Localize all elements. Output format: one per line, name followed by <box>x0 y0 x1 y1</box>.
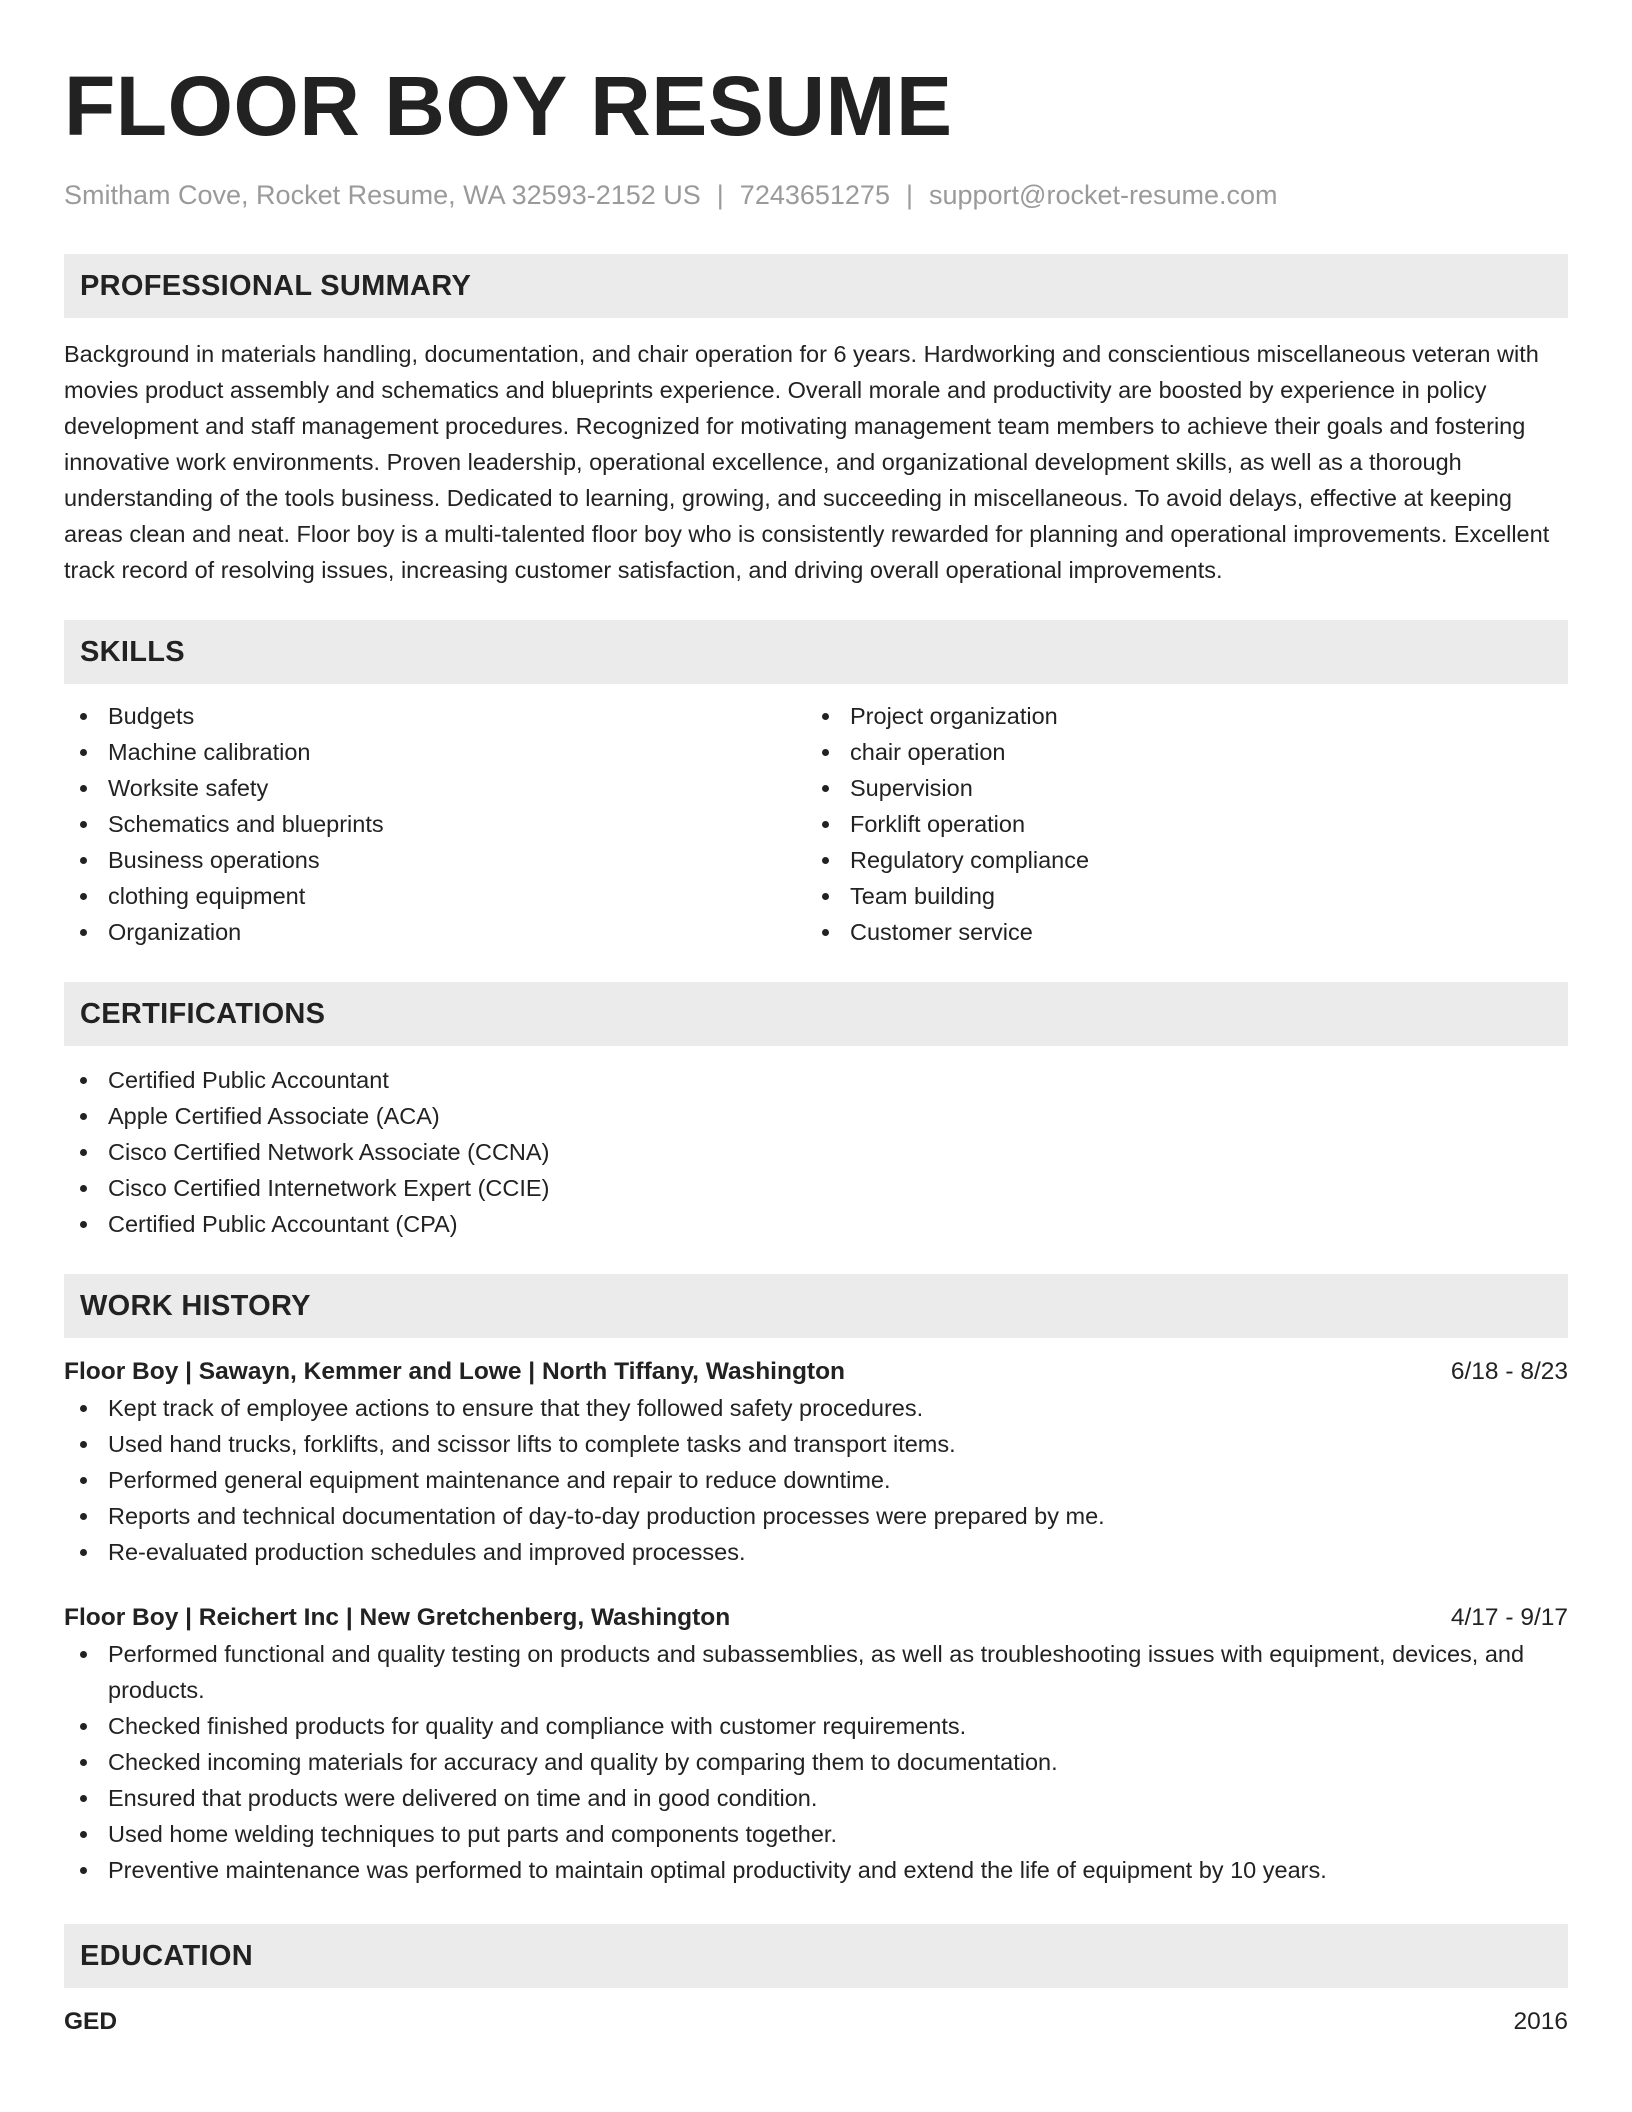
skill-item: Forklift operation <box>806 806 1548 842</box>
skill-item: Team building <box>806 878 1548 914</box>
job-bullet: Kept track of employee actions to ensure that they followed safety procedures. <box>64 1390 1568 1426</box>
skill-item: Worksite safety <box>64 770 806 806</box>
contact-phone: 7243651275 <box>739 180 890 210</box>
skill-item: Schematics and blueprints <box>64 806 806 842</box>
contact-separator: | <box>716 180 724 210</box>
job-bullet: Reports and technical documentation of day-to-day production processes were prepared by me. <box>64 1498 1568 1534</box>
skill-item: Budgets <box>64 698 806 734</box>
skill-item: Project organization <box>806 698 1548 734</box>
resume-title: FLOOR BOY RESUME <box>64 59 953 153</box>
work-history-heading: WORK HISTORY <box>64 1274 1568 1338</box>
skill-item: Machine calibration <box>64 734 806 770</box>
skills-list-left <box>64 698 806 950</box>
certification-item: Cisco Certified Network Associate (CCNA) <box>64 1134 1568 1170</box>
skill-item: Customer service <box>806 914 1548 950</box>
job-bullet: Re-evaluated production schedules and improved processes. <box>64 1534 1568 1570</box>
job-title: Floor Boy | Sawayn, Kemmer and Lowe | North Tiffany, Washington <box>64 1358 845 1385</box>
certification-item: Cisco Certified Internetwork Expert (CCIE) <box>64 1170 1568 1206</box>
job-bullet: Performed functional and quality testing on products and subassemblies, as well as troubleshooting issues with equipment, devices, and products. <box>64 1636 1568 1708</box>
resume-page <box>64 0 1568 2040</box>
skill-item: Business operations <box>64 842 806 878</box>
education-degree: GED <box>64 2008 118 2035</box>
job-title: Floor Boy | Reichert Inc | New Gretchenberg, Washington <box>64 1604 731 1631</box>
job-entry <box>64 1354 1568 1570</box>
job-bullet: Checked incoming materials for accuracy and quality by comparing them to documentation. <box>64 1744 1568 1780</box>
job-dates: 6/18 - 8/23 <box>1450 1358 1568 1385</box>
certification-item: Certified Public Accountant <box>64 1062 1568 1098</box>
contact-address: Smitham Cove, Rocket Resume, WA 32593-2152 US <box>64 180 701 210</box>
job-entry <box>64 1600 1568 1888</box>
job-bullet: Ensured that products were delivered on time and in good condition. <box>64 1780 1568 1816</box>
skills-heading: SKILLS <box>64 620 1568 684</box>
contact-email[interactable]: support@rocket-resume.com <box>928 180 1278 210</box>
job-header <box>64 1600 1568 1636</box>
certification-item: Certified Public Accountant (CPA) <box>64 1206 1568 1242</box>
job-bullets <box>64 1390 1568 1570</box>
skill-item: chair operation <box>806 734 1548 770</box>
summary-text: Background in materials handling, documentation, and chair operation for 6 years. Hardworking and conscientious miscellaneous veteran with movies product assembly and schematics and blueprints experience. Overall morale and productivity are boosted by experience in policy development and staff management procedures. Recognized for motivating management team members to achieve their goals and fostering innovative work environments. Proven leadership, operational excellence, and organizational development skills, as well as a thorough understanding of the tools business. Dedicated to learning, growing, and succeeding in miscellaneous. To avoid delays, effective at keeping areas clean and neat. Floor boy is a multi-talented floor boy who is consistently rewarded for planning and operational improvements. Excellent track record of resolving issues, increasing customer satisfaction, and driving overall operational improvements. <box>64 341 1550 583</box>
contact-separator: | <box>905 180 913 210</box>
job-bullet: Checked finished products for quality and compliance with customer requirements. <box>64 1708 1568 1744</box>
skill-item: clothing equipment <box>64 878 806 914</box>
education-entry <box>64 2004 1568 2040</box>
summary-heading: PROFESSIONAL SUMMARY <box>64 254 1568 318</box>
certifications-list <box>64 1062 1568 1242</box>
skill-item: Supervision <box>806 770 1548 806</box>
education-heading: EDUCATION <box>64 1924 1568 1988</box>
skill-item: Organization <box>64 914 806 950</box>
job-bullet: Used hand trucks, forklifts, and scissor lifts to complete tasks and transport items. <box>64 1426 1568 1462</box>
certifications-heading: CERTIFICATIONS <box>64 982 1568 1046</box>
certification-item: Apple Certified Associate (ACA) <box>64 1098 1568 1134</box>
job-bullet: Performed general equipment maintenance and repair to reduce downtime. <box>64 1462 1568 1498</box>
skills-list-right <box>806 698 1548 950</box>
job-bullet: Preventive maintenance was performed to maintain optimal productivity and extend the life of equipment by 10 years. <box>64 1852 1568 1888</box>
job-dates: 4/17 - 9/17 <box>1450 1604 1568 1631</box>
job-header <box>64 1354 1568 1390</box>
skills-grid <box>64 698 1568 950</box>
education-year: 2016 <box>1513 2008 1568 2035</box>
job-bullets <box>64 1636 1568 1888</box>
contact-line <box>64 178 1568 212</box>
job-bullet: Used home welding techniques to put parts and components together. <box>64 1816 1568 1852</box>
skill-item: Regulatory compliance <box>806 842 1548 878</box>
